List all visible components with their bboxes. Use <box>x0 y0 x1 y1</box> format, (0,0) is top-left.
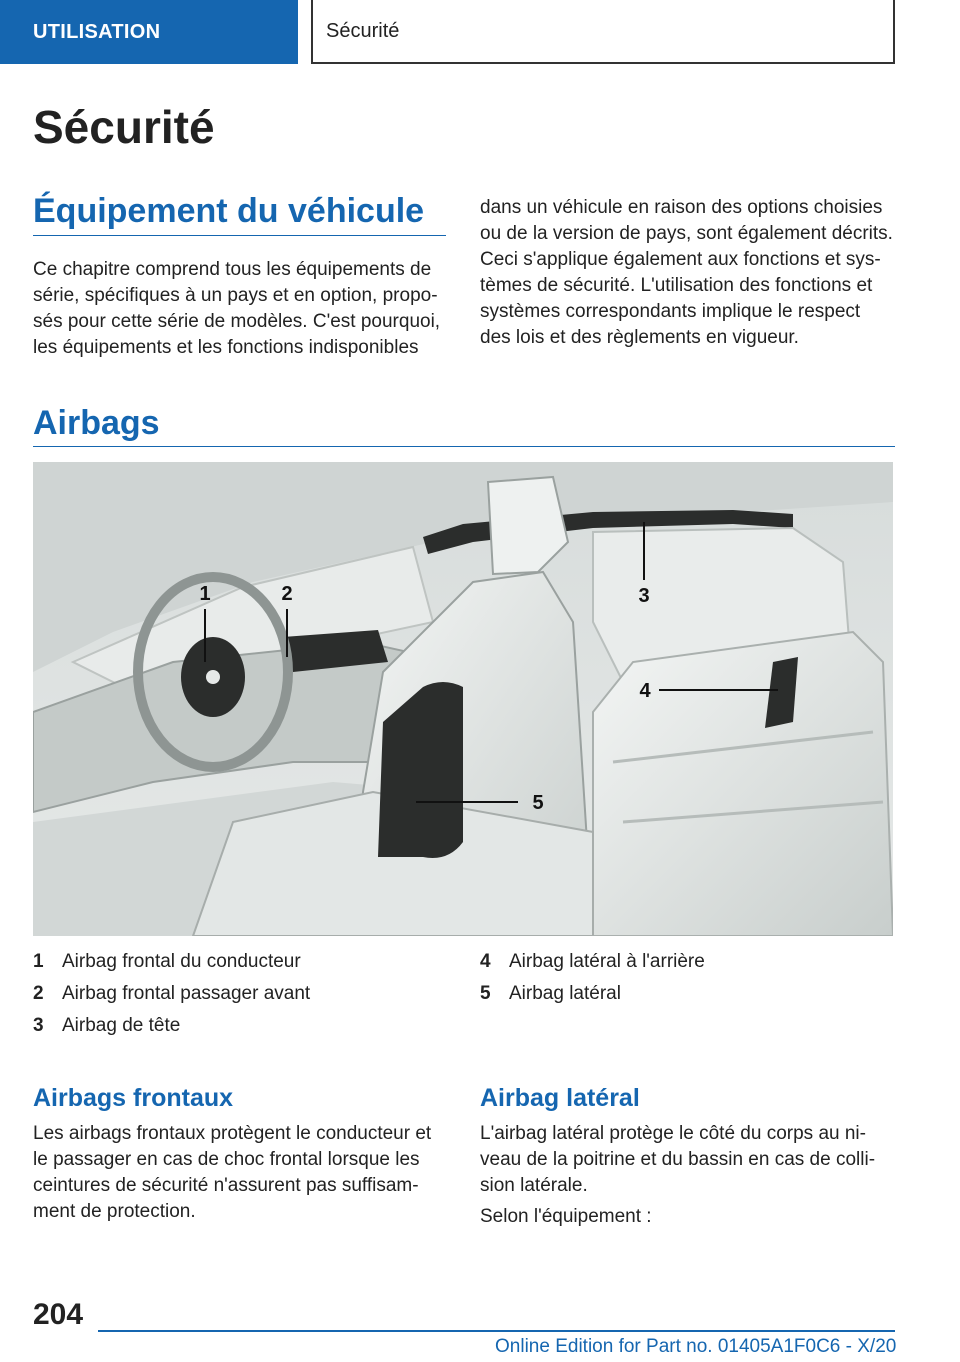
text-line: Ce chapitre comprend tous les équipements de <box>33 259 432 280</box>
legend-number: 3 <box>33 1015 44 1036</box>
text-line: sion latérale. <box>480 1175 588 1196</box>
page-title: Sécurité <box>33 101 215 153</box>
equipment-heading: Équipement du véhicule <box>33 192 425 230</box>
airbags-heading: Airbags <box>33 404 160 442</box>
text-line: série, spécifiques à un pays et en option, propo- <box>33 285 438 306</box>
footer-rule <box>98 1330 895 1332</box>
edition-footer: Online Edition for Part no. 01405A1F0C6 - X/20 <box>495 1336 897 1357</box>
callout-2: 2 <box>281 583 293 605</box>
equipment-text-col2 <box>480 195 900 351</box>
text-line: Les airbags frontaux protègent le conducteur et <box>33 1123 432 1144</box>
legend-label: Airbag latéral <box>509 983 621 1004</box>
side-airbag-heading: Airbag latéral <box>480 1084 640 1112</box>
legend-label: Airbag de tête <box>62 1015 181 1036</box>
text-line: Ceci s'applique également aux fonctions et sys- <box>480 249 881 270</box>
airbags-heading-rule <box>33 446 895 447</box>
text-line: le passager en cas de choc frontal lorsque les <box>33 1149 420 1170</box>
callout-4: 4 <box>639 680 651 702</box>
text-line: les équipements et les fonctions indisponibles <box>33 337 419 358</box>
legend-number: 1 <box>33 951 44 972</box>
legend-item <box>33 1010 453 1042</box>
frontal-airbags-text <box>33 1121 463 1225</box>
text-line: systèmes correspondants implique le respect <box>480 301 861 322</box>
legend-right <box>480 946 900 1010</box>
section-label: UTILISATION <box>33 20 161 43</box>
text-line: dans un véhicule en raison des options choisies <box>480 197 883 218</box>
legend-number: 5 <box>480 983 491 1004</box>
legend-item <box>33 978 453 1010</box>
equipment-heading-rule <box>33 235 446 236</box>
callout-3: 3 <box>638 585 650 607</box>
legend-label: Airbag frontal passager avant <box>62 983 311 1004</box>
car-interior-illustration <box>33 462 893 936</box>
text-line: tèmes de sécurité. L'utilisation des fonctions et <box>480 275 873 296</box>
side-airbag-text <box>480 1121 900 1199</box>
chapter-label: Sécurité <box>326 19 400 42</box>
legend-number: 2 <box>33 983 44 1004</box>
text-line: ou de la version de pays, sont également décrits. <box>480 223 893 244</box>
legend-label: Airbag frontal du conducteur <box>62 951 301 972</box>
callout-1: 1 <box>199 583 211 605</box>
section-tab <box>0 0 298 64</box>
text-line: ceintures de sécurité n'assurent pas suffisam- <box>33 1175 419 1196</box>
frontal-airbags-heading: Airbags frontaux <box>33 1084 234 1112</box>
page-number: 204 <box>33 1298 84 1331</box>
legend-number: 4 <box>480 951 491 972</box>
legend-item <box>480 978 900 1010</box>
legend-item <box>480 946 900 978</box>
text-line: des lois et des règlements en vigueur. <box>480 327 799 348</box>
legend-item <box>33 946 453 978</box>
equipment-text-col1 <box>33 257 453 361</box>
legend-label: Airbag latéral à l'arrière <box>509 951 705 972</box>
text-line: L'airbag latéral protège le côté du corps au ni- <box>480 1123 866 1144</box>
legend-left <box>33 946 453 1042</box>
side-airbag-note: Selon l'équipement : <box>480 1206 652 1227</box>
callout-5: 5 <box>532 792 544 814</box>
airbag-locations-figure <box>33 462 893 936</box>
chapter-header <box>311 0 895 64</box>
text-line: sés pour cette série de modèles. C'est pourquoi, <box>33 311 441 332</box>
text-line: veau de la poitrine et du bassin en cas de colli- <box>480 1149 876 1170</box>
text-line: ment de protection. <box>33 1201 196 1222</box>
